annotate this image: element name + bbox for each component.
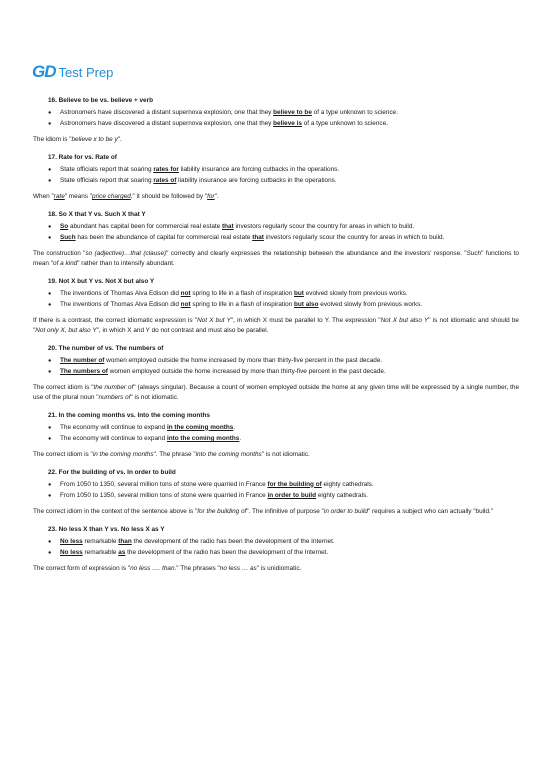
sentence-text: .: [239, 435, 242, 442]
sentence-text: liability insurance are forcing cutbacks in the operations.: [178, 165, 340, 173]
explanation-text: The correct form of expression is ": [33, 565, 131, 572]
sentence-text: spring to life in a flash of inspiration: [190, 289, 294, 297]
explanation-text: " (always singular). Because a count of women employed outside the home at any given time will be expressed by a single number, the use of the plural noun ": [33, 384, 520, 401]
explanation-text: ".: [214, 193, 219, 200]
sentence-text: Astronomers have discovered a distant supernova explosion, one that they: [60, 108, 274, 116]
idiom-highlight: that: [252, 234, 264, 241]
idiom-highlight: that: [222, 222, 234, 230]
example-sentence: [48, 356, 519, 366]
idiom-phrase: price charged: [92, 193, 131, 200]
explanation-text: The correct idiom is ": [33, 384, 94, 391]
example-sentence: [48, 434, 519, 444]
brand-logo: [32, 62, 113, 82]
sentence-text: women employed outside the home increased by more than thirty-five percent in the past decade.: [104, 356, 383, 364]
example-sentence: [48, 548, 519, 558]
idiom-highlight: in the coming months: [166, 423, 234, 431]
explanation-text: The correct idiom in the context of the sentence above is ": [33, 508, 198, 515]
sentence-text: evolved slowly from previous works.: [318, 301, 423, 308]
explanation-text: " means ": [64, 193, 93, 200]
sentence-text: the development of the radio has been the development of the Internet.: [125, 549, 329, 556]
sentence-text: liability insurance are forcing cutbacks in the operations.: [176, 177, 337, 184]
explanation-text: " is not idiomatic.: [130, 394, 179, 401]
idiom-section: [33, 344, 519, 403]
idiom-highlight: The numbers of: [60, 368, 108, 375]
idiom-highlight: for the building of: [267, 480, 322, 488]
example-sentence: [48, 289, 519, 299]
sentence-text: State officials report that soaring: [60, 165, 154, 173]
sentence-text: eighty cathedrals.: [321, 480, 374, 488]
idiom-phrase: for the building of: [197, 508, 247, 515]
logo-mark: GD: [32, 62, 56, 81]
explanation: [33, 383, 519, 403]
explanation-text: The idiom is ": [33, 136, 72, 143]
explanation-text: The construction ": [33, 250, 86, 257]
idiom-phrase: for: [207, 193, 215, 200]
example-sentence: [48, 108, 519, 118]
explanation-text: " is not idiomatic and should be ": [33, 317, 519, 334]
sentence-text: From 1050 to 1350, several million tons of stone were quarried in France: [60, 492, 268, 499]
explanation-text: ", in which X and Y do not contrast and must also be parallel.: [96, 327, 269, 334]
sentence-text: abundant has capital been for commercial real estate: [68, 222, 222, 230]
example-sentence: [48, 423, 519, 433]
example-sentence: [48, 176, 519, 186]
idiom-highlight: but also: [293, 301, 319, 308]
section-heading: 16. Believe to be vs. believe + verb: [48, 97, 153, 104]
sentence-text: From 1050 to 1350, several million tons of stone were quarried in France: [60, 480, 268, 488]
sentence-text: of a type unknown to science.: [301, 120, 388, 127]
sentence-text: eighty cathedrals.: [316, 492, 368, 499]
idiom-highlight: rates for: [153, 165, 179, 173]
example-sentence: [48, 222, 519, 232]
explanation-text: The correct idiom is ": [33, 451, 93, 458]
example-list: [33, 108, 519, 130]
idiom-phrase: in order to build: [323, 508, 368, 515]
section-heading: 17. Rate for vs. Rate of: [48, 154, 117, 161]
sentence-text: The economy will continue to expand: [60, 435, 167, 442]
sentence-text: investors regularly scour the country for areas in which to build.: [263, 234, 445, 241]
explanation-text: " is not idiomatic.: [261, 451, 310, 458]
example-sentence: [48, 480, 519, 490]
sentence-text: .: [233, 423, 236, 431]
idiom-phrase: believe x to be y: [71, 136, 118, 143]
example-sentence: [48, 367, 519, 377]
section-heading: 18. So X that Y vs. Such X that Y: [48, 211, 146, 218]
idiom-highlight: as: [118, 549, 126, 556]
sentence-text: The economy will continue to expand: [60, 423, 167, 431]
explanation-text: ". The infinitive of purpose ": [246, 508, 324, 515]
explanation: [33, 135, 519, 145]
sentence-text: of a type unknown to science.: [311, 108, 398, 116]
idiom-phrase: of a kind: [53, 260, 78, 267]
sentence-text: remarkable: [82, 537, 119, 545]
example-sentence: [48, 233, 519, 243]
example-sentence: [48, 537, 519, 547]
sentence-text: the development of the radio has been the development of the Internet.: [131, 537, 335, 545]
explanation-text: When ": [33, 193, 54, 200]
explanation-text: " is unidiomatic.: [256, 565, 302, 572]
idiom-highlight: than: [118, 537, 132, 545]
idiom-phrase: no less …. than: [130, 565, 175, 572]
idiom-highlight: Such: [60, 234, 76, 241]
explanation: [33, 192, 519, 202]
idiom-section: [33, 468, 519, 517]
idiom-phrase: Not X but also Y: [380, 317, 429, 324]
sentence-text: women employed outside the home increased by more than thirty-five percent in the past decade.: [107, 368, 386, 375]
idiom-section: [33, 96, 519, 145]
explanation-text: " functions to mean ": [33, 250, 519, 267]
example-sentence: [48, 491, 519, 501]
explanation: [33, 564, 519, 574]
idiom-highlight: not: [180, 301, 191, 308]
idiom-section: [33, 525, 519, 574]
idiom-phrase: no less … as: [219, 565, 257, 572]
idiom-highlight: believe to be: [273, 108, 312, 116]
idiom-section: [33, 153, 519, 202]
idiom-highlight: So: [60, 222, 69, 230]
idiom-highlight: into the coming months: [166, 435, 240, 442]
idiom-phrase: in the coming months: [92, 451, 154, 458]
idiom-section: [33, 411, 519, 460]
explanation-text: ", in which X must be parallel to Y. The expression ": [230, 317, 381, 324]
explanation-text: ," it should be followed by ": [130, 193, 208, 200]
example-list: [33, 356, 519, 378]
idiom-highlight: in order to build: [267, 492, 317, 499]
sentence-text: has been the abundance of capital for commercial real estate: [75, 234, 253, 241]
section-heading: 19. Not X but Y vs. Not X but also Y: [48, 278, 155, 285]
example-list: [33, 165, 519, 187]
example-sentence: [48, 300, 519, 310]
idiom-phrase: numbers of: [98, 394, 131, 401]
sentence-text: State officials report that soaring: [60, 177, 154, 184]
explanation-text: " requires a subject who can actually "build.": [367, 508, 494, 515]
idiom-highlight: not: [180, 289, 191, 297]
example-sentence: [48, 165, 519, 175]
explanation-text: " rather than to intensify abundant.: [77, 260, 175, 267]
example-list: [33, 423, 519, 445]
section-heading: 22. For the building of vs. In order to build: [48, 469, 176, 476]
explanation: [33, 249, 519, 269]
example-list: [33, 537, 519, 559]
sentence-text: The inventions of Thomas Alva Edison did: [60, 301, 181, 308]
idiom-phrase: Not X but Y: [197, 317, 231, 324]
idiom-phrase: so (adjective)…that (clause): [85, 250, 167, 257]
section-heading: 21. In the coming months vs. Into the coming months: [48, 412, 210, 419]
explanation: [33, 316, 519, 336]
sentence-text: investors regularly scour the country for areas in which to build.: [233, 222, 415, 230]
idiom-phrase: the number of: [93, 384, 134, 391]
document-body: [33, 96, 519, 582]
example-sentence: [48, 119, 519, 129]
section-heading: 23. No less X than Y vs. No less X as Y: [48, 526, 165, 533]
brand-name: Test Prep: [58, 64, 114, 80]
idiom-highlight: but: [293, 289, 304, 297]
example-list: [33, 222, 519, 244]
idiom-phrase: Not only X, but also Y: [35, 327, 97, 334]
idiom-highlight: believe is: [273, 120, 302, 127]
sentence-text: remarkable: [82, 549, 119, 556]
explanation-text: ". The phrase ": [153, 451, 196, 458]
sentence-text: evolved slowly from previous works.: [303, 289, 408, 297]
sentence-text: The inventions of Thomas Alva Edison did: [60, 289, 181, 297]
explanation: [33, 450, 519, 460]
explanation: [33, 507, 519, 517]
idiom-phrase: rate: [53, 193, 65, 200]
example-list: [33, 480, 519, 502]
explanation-text: " correctly and clearly expresses the relationship between the abundance and the investors' response. ": [166, 250, 467, 257]
idiom-highlight: No less: [60, 537, 83, 545]
idiom-highlight: No less: [60, 549, 83, 556]
explanation-text: ." The phrases ": [174, 565, 220, 572]
sentence-text: Astronomers have discovered a distant supernova explosion, one that they: [60, 120, 274, 127]
idiom-phrase: into the coming months: [195, 451, 262, 458]
idiom-highlight: rates of: [153, 177, 177, 184]
idiom-section: [33, 277, 519, 336]
idiom-phrase: Such: [466, 250, 482, 257]
explanation-text: ".: [117, 136, 122, 143]
section-heading: 20. The number of vs. The numbers of: [48, 345, 164, 352]
example-list: [33, 289, 519, 311]
idiom-highlight: The number of: [60, 356, 105, 364]
sentence-text: spring to life in a flash of inspiration: [190, 301, 294, 308]
idiom-section: [33, 210, 519, 269]
explanation-text: If there is a contrast, the correct idiomatic expression is ": [33, 317, 198, 324]
